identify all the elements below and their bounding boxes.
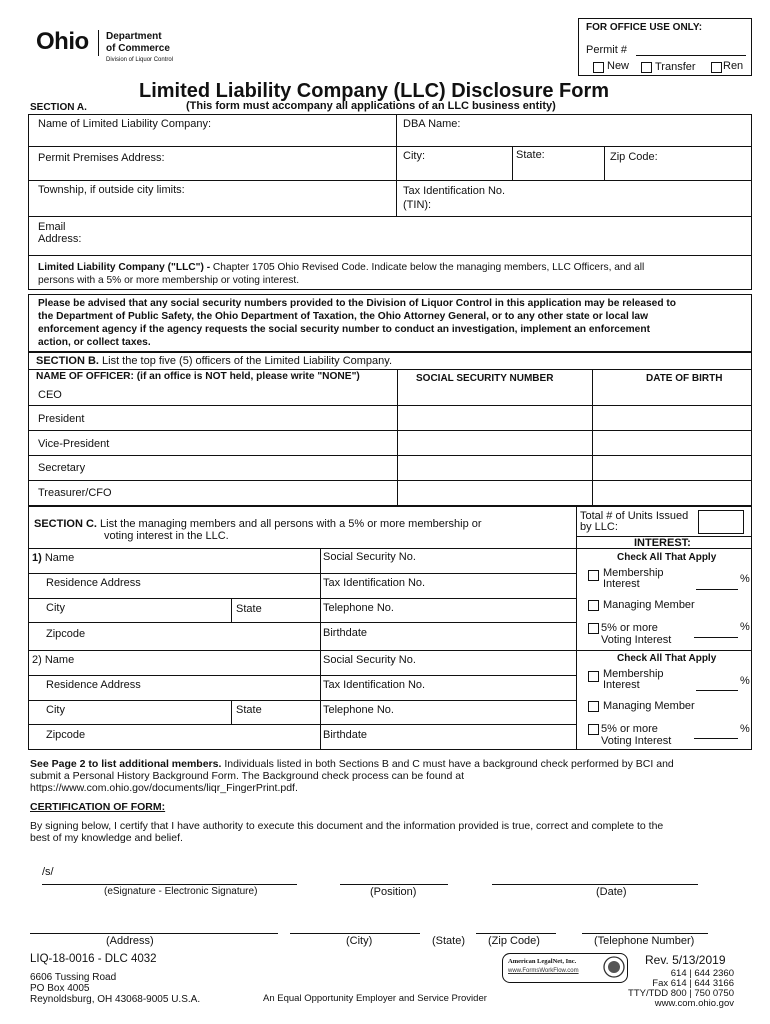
section-c-desc-1: List the managing members and all persons with a 5% or more membership or xyxy=(96,518,482,530)
new-checkbox[interactable] xyxy=(593,62,604,73)
date-label: (Date) xyxy=(596,886,627,898)
form-id: LIQ-18-0016 - DLC 4032 xyxy=(30,953,157,965)
member-1-check-all: Check All That Apply xyxy=(617,552,717,563)
address-label: (Address) xyxy=(106,935,154,947)
member-1-state[interactable]: State xyxy=(236,603,262,615)
officer-treasurer[interactable]: Treasurer/CFO xyxy=(38,487,112,499)
office-use-title: FOR OFFICE USE ONLY: xyxy=(586,22,703,33)
section-c-desc-2: voting interest in the LLC. xyxy=(104,530,229,542)
premises-address-field[interactable]: Permit Premises Address: xyxy=(38,152,165,164)
aln-url[interactable]: www.FormsWorkFlow.com xyxy=(508,968,579,974)
section-a-label: SECTION A. xyxy=(30,102,87,113)
member-2-voting-label: 5% or more Voting Interest xyxy=(601,723,672,747)
member-1-pct-1: % xyxy=(740,573,750,585)
member-1-membership-checkbox[interactable] xyxy=(588,570,599,581)
sig-prefix: /s/ xyxy=(42,866,54,878)
member-2-residence[interactable]: Residence Address xyxy=(46,679,141,691)
member-2-zipcode[interactable]: Zipcode xyxy=(46,729,86,741)
member-2-membership-checkbox[interactable] xyxy=(588,671,599,682)
dept-name xyxy=(106,31,170,55)
member-2-phone[interactable]: Telephone No. xyxy=(323,704,394,716)
member-1-managing-checkbox[interactable] xyxy=(588,600,599,611)
member-1-city[interactable]: City xyxy=(46,602,65,614)
member-1-residence[interactable]: Residence Address xyxy=(46,577,141,589)
member-2-state[interactable]: State xyxy=(236,704,262,716)
eeo-statement: An Equal Opportunity Employer and Service Provider xyxy=(263,993,487,1004)
officer-ceo[interactable]: CEO xyxy=(38,389,62,401)
ren-checkbox[interactable] xyxy=(711,62,722,73)
officer-president[interactable]: President xyxy=(38,413,85,425)
position-label: (Position) xyxy=(370,886,417,898)
division-name: Division of Liquor Control xyxy=(106,57,174,63)
member-1-membership-label: Membership Interest xyxy=(603,567,664,590)
member-1-zipcode[interactable]: Zipcode xyxy=(46,628,86,640)
email-label-1: Email xyxy=(38,221,66,233)
notice-line-3: enforcement agency if the agency requests the social security number to conduct an investigation, implement an enforcement xyxy=(38,324,650,335)
city-label: (City) xyxy=(346,935,373,947)
section-b-desc: List the top five (5) officers of the Limited Liability Company. xyxy=(98,355,393,367)
tin-field[interactable] xyxy=(403,184,505,212)
llc-def-1: Chapter 1705 Ohio Revised Code. Indicate below the managing members, LLC Officers, and all xyxy=(210,262,645,273)
ohio-logo xyxy=(36,28,89,56)
member-2-city[interactable]: City xyxy=(46,704,65,716)
llc-name-field[interactable]: Name of Limited Liability Company: xyxy=(38,118,212,130)
dept-line-1: Department xyxy=(106,31,162,42)
member-1-name[interactable]: 1) Name xyxy=(32,552,75,564)
email-field[interactable] xyxy=(38,221,81,245)
member-1-voting-label: 5% or more Voting Interest xyxy=(601,622,672,646)
township-field[interactable]: Township, if outside city limits: xyxy=(38,184,185,196)
member-1-managing-label: Managing Member xyxy=(603,599,695,611)
member-1-membership-pct-input[interactable] xyxy=(696,589,738,590)
esignature-input[interactable] xyxy=(42,884,297,885)
col-dob: DATE OF BIRTH xyxy=(646,373,723,384)
member-2-pct-2: % xyxy=(740,723,750,735)
fingerprint-link[interactable]: https://www.com.ohio.gov/documents/liqr_FingerPrint.pdf. xyxy=(30,782,298,794)
llc-definition xyxy=(38,261,644,287)
dept-line-2: of Commerce xyxy=(106,43,170,54)
member-2-tin[interactable]: Tax Identification No. xyxy=(323,679,426,691)
new-label: New xyxy=(607,60,630,72)
form-subtitle: (This form must accompany all applications of an LLC business entity) xyxy=(186,100,556,112)
permit-input[interactable] xyxy=(636,55,746,56)
date-input[interactable] xyxy=(492,884,698,885)
contact-numbers: 614 | 644 2360 Fax 614 | 644 3166 TTY/TDD 800 | 750 0750 www.com.ohio.gov xyxy=(620,969,734,1009)
member-2-voting-checkbox[interactable] xyxy=(588,724,599,735)
background-check-note: See Page 2 to list additional members. Individuals listed in both Sections B and C must have a background check performed by BCI and submit a Personal History Background Form. The Background check process can be found at https://www.com.ohio.gov/documents/liqr_FingerPrint.pdf. xyxy=(30,758,674,794)
member-1-tin[interactable]: Tax Identification No. xyxy=(323,577,426,589)
cert-text: By signing below, I certify that I have authority to execute this document and the information provided is true, correct and complete to the best of my knowledge and belief. xyxy=(30,820,664,844)
logo-text: Ohio xyxy=(36,28,89,55)
member-2-managing-checkbox[interactable] xyxy=(588,701,599,712)
cert-title: CERTIFICATION OF FORM: xyxy=(30,801,166,813)
dba-field[interactable]: DBA Name: xyxy=(403,118,461,130)
section-c-title: SECTION C. List the managing members and all persons with a 5% or more membership or voting interest in the LLC. xyxy=(34,518,482,542)
col-ssn: SOCIAL SECURITY NUMBER xyxy=(416,373,554,384)
member-2-voting-pct-input[interactable] xyxy=(694,738,738,739)
logo-divider xyxy=(98,30,99,56)
state-label: (State) xyxy=(432,935,466,947)
member-1-pct-2: % xyxy=(740,621,750,633)
officer-vice-president[interactable]: Vice-President xyxy=(38,438,110,450)
member-2-pct-1: % xyxy=(740,675,750,687)
member-2-membership-label: Membership Interest xyxy=(603,668,664,691)
email-label-2: Address: xyxy=(38,233,82,245)
officer-secretary[interactable]: Secretary xyxy=(38,462,86,474)
llc-def-bold: Limited Liability Company ("LLC") - xyxy=(38,262,211,273)
zip-input[interactable] xyxy=(476,933,556,934)
units-issued-label: Total # of Units Issued by LLC: xyxy=(580,510,689,533)
section-b-title: SECTION B. List the top five (5) officers of the Limited Liability Company. xyxy=(36,355,393,367)
division-address: 6606 Tussing Road PO Box 4005 Reynoldsburg, OH 43068-9005 U.S.A. xyxy=(30,972,201,1005)
notice-line-2: the Department of Public Safety, the Ohio Department of Taxation, the Ohio Attorney General, or to any other state or local law xyxy=(38,311,649,322)
zip-label: (Zip Code) xyxy=(488,935,540,947)
ohio-website[interactable]: www.com.ohio.gov xyxy=(654,998,734,1009)
zip-field[interactable]: Zip Code: xyxy=(610,151,658,163)
aln-name: American LegalNet, Inc. xyxy=(508,958,577,965)
revision-date: Rev. 5/13/2019 xyxy=(645,953,726,967)
tin-label-1: Tax Identification No. xyxy=(403,185,506,197)
ssn-notice xyxy=(38,297,676,349)
llc-def-2: persons with a 5% or more membership or voting interest. xyxy=(38,275,300,286)
city-input[interactable] xyxy=(290,933,420,934)
telephone-input[interactable] xyxy=(582,933,708,934)
member-2-membership-pct-input[interactable] xyxy=(696,690,738,691)
address-input[interactable] xyxy=(30,933,278,934)
member-2-name[interactable]: 2) Name xyxy=(32,654,75,666)
member-2-ssn[interactable]: Social Security No. xyxy=(323,654,416,666)
member-1-phone[interactable]: Telephone No. xyxy=(323,602,394,614)
state-field[interactable]: State: xyxy=(516,149,545,161)
ren-label: Ren xyxy=(723,60,744,72)
col-officer-name: NAME OF OFFICER: (if an office is NOT held, please write "NONE") xyxy=(36,371,360,382)
city-field[interactable]: City: xyxy=(403,150,425,162)
transfer-checkbox[interactable] xyxy=(641,62,652,73)
position-input[interactable] xyxy=(340,884,448,885)
notice-line-4: action, or collect taxes. xyxy=(38,337,151,348)
member-1-birthdate[interactable]: Birthdate xyxy=(323,627,368,639)
member-2-check-all: Check All That Apply xyxy=(617,653,717,664)
tin-label-2: (TIN): xyxy=(403,199,432,211)
permit-label: Permit # xyxy=(586,44,627,56)
member-2-managing-label: Managing Member xyxy=(603,700,695,712)
units-issued-input[interactable] xyxy=(698,510,744,534)
member-1-voting-checkbox[interactable] xyxy=(588,623,599,634)
notice-line-1: Please be advised that any social security numbers provided to the Division of Liquor Control in this application may be released to xyxy=(38,298,676,309)
transfer-label: Transfer xyxy=(655,61,696,73)
telephone-label: (Telephone Number) xyxy=(594,935,695,947)
esig-label: (eSignature - Electronic Signature) xyxy=(104,886,258,897)
form-title: Limited Liability Company (LLC) Disclosure Form xyxy=(139,80,610,102)
member-1-voting-pct-input[interactable] xyxy=(694,637,738,638)
member-1-ssn[interactable]: Social Security No. xyxy=(323,551,416,563)
member-2-birthdate[interactable]: Birthdate xyxy=(323,729,368,741)
interest-header: INTEREST: xyxy=(634,537,691,549)
